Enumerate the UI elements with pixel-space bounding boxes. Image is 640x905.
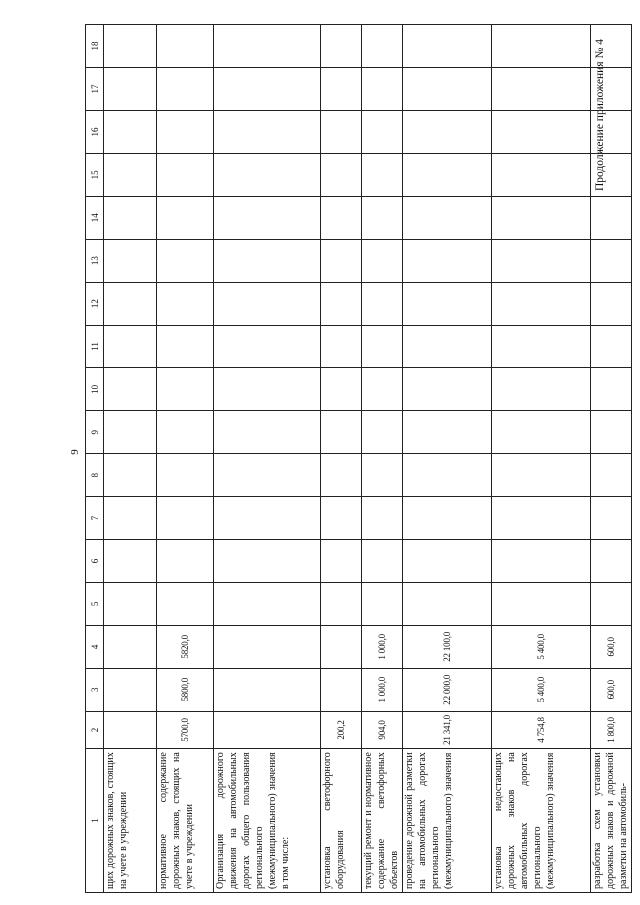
- empty-cell: [104, 411, 157, 454]
- empty-cell: [214, 153, 321, 196]
- empty-cell: [157, 282, 214, 325]
- empty-cell: [362, 68, 403, 111]
- empty-cell: [157, 153, 214, 196]
- empty-cell: [403, 497, 492, 540]
- budget-table: [85, 24, 632, 893]
- empty-cell: [157, 196, 214, 239]
- value-col-2: [214, 711, 321, 749]
- empty-cell: [591, 282, 632, 325]
- row-description: текущий ремонт и нормативное содержание светофорных объектов: [362, 749, 403, 893]
- empty-cell: [362, 282, 403, 325]
- value-col-2: 4 754,8: [492, 711, 591, 749]
- value-col-4: 5 400,0: [492, 625, 591, 668]
- empty-cell: [104, 25, 157, 68]
- empty-cell: [492, 282, 591, 325]
- empty-cell: [321, 25, 362, 68]
- empty-cell: [492, 25, 591, 68]
- empty-cell: [104, 454, 157, 497]
- empty-cell: [321, 153, 362, 196]
- empty-cell: [362, 540, 403, 583]
- empty-cell: [362, 325, 403, 368]
- empty-cell: [492, 540, 591, 583]
- empty-cell: [321, 582, 362, 625]
- table-row: [403, 25, 492, 893]
- empty-cell: [214, 239, 321, 282]
- empty-cell: [214, 282, 321, 325]
- row-description: Организация дорожного движения на автомобильных дорогах общего пользования регионального (межмуниципального) значения в том числе:: [214, 749, 321, 893]
- empty-cell: [591, 540, 632, 583]
- empty-cell: [591, 411, 632, 454]
- row-description: установка светофорного оборудования: [321, 749, 362, 893]
- empty-cell: [362, 497, 403, 540]
- value-col-3: 22 000,0: [403, 668, 492, 711]
- column-header: 2: [86, 711, 104, 749]
- empty-cell: [157, 111, 214, 154]
- table-row: [362, 25, 403, 893]
- empty-cell: [321, 196, 362, 239]
- empty-cell: [321, 497, 362, 540]
- empty-cell: [591, 454, 632, 497]
- column-header: 3: [86, 668, 104, 711]
- empty-cell: [492, 497, 591, 540]
- empty-cell: [591, 25, 632, 68]
- empty-cell: [157, 239, 214, 282]
- empty-cell: [591, 68, 632, 111]
- empty-cell: [362, 454, 403, 497]
- table-row: [492, 25, 591, 893]
- empty-cell: [362, 368, 403, 411]
- empty-cell: [591, 497, 632, 540]
- empty-cell: [403, 368, 492, 411]
- empty-cell: [157, 68, 214, 111]
- empty-cell: [214, 368, 321, 411]
- row-description: установка недостающих дорожных знаков на автомобильных дорогах регионального (межмуниципального) значения: [492, 749, 591, 893]
- column-header: 4: [86, 625, 104, 668]
- empty-cell: [321, 411, 362, 454]
- value-col-4: [104, 625, 157, 668]
- column-header: 8: [86, 454, 104, 497]
- empty-cell: [362, 196, 403, 239]
- empty-cell: [104, 111, 157, 154]
- empty-cell: [591, 196, 632, 239]
- empty-cell: [104, 68, 157, 111]
- empty-cell: [214, 411, 321, 454]
- empty-cell: [591, 368, 632, 411]
- empty-cell: [157, 411, 214, 454]
- empty-cell: [104, 325, 157, 368]
- table-row: [157, 25, 214, 893]
- value-col-4: 1 000,0: [362, 625, 403, 668]
- value-col-4: 5820,0: [157, 625, 214, 668]
- empty-cell: [157, 497, 214, 540]
- empty-cell: [321, 111, 362, 154]
- empty-cell: [492, 454, 591, 497]
- empty-cell: [214, 325, 321, 368]
- column-header: 13: [86, 239, 104, 282]
- empty-cell: [403, 239, 492, 282]
- empty-cell: [403, 25, 492, 68]
- empty-cell: [104, 282, 157, 325]
- empty-cell: [104, 196, 157, 239]
- empty-cell: [403, 454, 492, 497]
- empty-cell: [321, 325, 362, 368]
- empty-cell: [403, 540, 492, 583]
- empty-cell: [591, 153, 632, 196]
- empty-cell: [492, 368, 591, 411]
- rotated-table-container: [85, 24, 630, 893]
- row-description: разработка схем установки дорожных знаков и дорожной разметки на автомобиль-: [591, 749, 632, 893]
- empty-cell: [104, 153, 157, 196]
- empty-cell: [403, 196, 492, 239]
- empty-cell: [403, 325, 492, 368]
- empty-cell: [214, 25, 321, 68]
- empty-cell: [321, 282, 362, 325]
- empty-cell: [157, 325, 214, 368]
- row-description: нормативное содержание дорожных знаков, стоящих на учете в учреждении: [157, 749, 214, 893]
- empty-cell: [492, 196, 591, 239]
- empty-cell: [591, 111, 632, 154]
- value-col-2: 5700,0: [157, 711, 214, 749]
- empty-cell: [321, 454, 362, 497]
- empty-cell: [492, 239, 591, 282]
- empty-cell: [362, 239, 403, 282]
- empty-cell: [492, 153, 591, 196]
- table-row: [321, 25, 362, 893]
- empty-cell: [492, 325, 591, 368]
- column-header: 9: [86, 411, 104, 454]
- empty-cell: [362, 153, 403, 196]
- empty-cell: [362, 111, 403, 154]
- empty-cell: [591, 325, 632, 368]
- table-row: [214, 25, 321, 893]
- empty-cell: [403, 111, 492, 154]
- value-col-3: [214, 668, 321, 711]
- empty-cell: [104, 540, 157, 583]
- header-row: [86, 25, 104, 893]
- column-header: 7: [86, 497, 104, 540]
- empty-cell: [591, 582, 632, 625]
- empty-cell: [492, 411, 591, 454]
- empty-cell: [214, 68, 321, 111]
- empty-cell: [214, 196, 321, 239]
- column-header: 1: [86, 749, 104, 893]
- empty-cell: [104, 239, 157, 282]
- empty-cell: [214, 582, 321, 625]
- value-col-4: 22 100,0: [403, 625, 492, 668]
- empty-cell: [362, 411, 403, 454]
- empty-cell: [403, 68, 492, 111]
- column-header: 16: [86, 111, 104, 154]
- value-col-4: [321, 625, 362, 668]
- column-header: 6: [86, 540, 104, 583]
- column-header: 14: [86, 196, 104, 239]
- empty-cell: [104, 368, 157, 411]
- row-description: проведение дорожной разметки на автомобильных дорогах регионального (межмуниципального) значения: [403, 749, 492, 893]
- column-header: 18: [86, 25, 104, 68]
- row-description: щих дорожных знаков, стоящих на учете в учреждении: [104, 749, 157, 893]
- empty-cell: [157, 25, 214, 68]
- empty-cell: [321, 368, 362, 411]
- value-col-3: 5800,0: [157, 668, 214, 711]
- value-col-4: [214, 625, 321, 668]
- value-col-2: 21 341,0: [403, 711, 492, 749]
- column-header: 11: [86, 325, 104, 368]
- empty-cell: [214, 497, 321, 540]
- empty-cell: [492, 68, 591, 111]
- table-row: [591, 25, 632, 893]
- empty-cell: [362, 25, 403, 68]
- page-number: 9: [69, 449, 81, 455]
- column-header: 15: [86, 153, 104, 196]
- value-col-3: 600,0: [591, 668, 632, 711]
- table-row: [104, 25, 157, 893]
- value-col-2: 904,0: [362, 711, 403, 749]
- empty-cell: [157, 368, 214, 411]
- column-header: 5: [86, 582, 104, 625]
- empty-cell: [362, 582, 403, 625]
- value-col-4: 600,0: [591, 625, 632, 668]
- empty-cell: [157, 454, 214, 497]
- value-col-2: 1 800,0: [591, 711, 632, 749]
- empty-cell: [492, 582, 591, 625]
- empty-cell: [157, 540, 214, 583]
- value-col-3: 1 000,0: [362, 668, 403, 711]
- empty-cell: [403, 282, 492, 325]
- column-header: 17: [86, 68, 104, 111]
- empty-cell: [214, 454, 321, 497]
- empty-cell: [591, 239, 632, 282]
- empty-cell: [321, 239, 362, 282]
- value-col-3: [104, 668, 157, 711]
- value-col-2: [104, 711, 157, 749]
- empty-cell: [214, 111, 321, 154]
- empty-cell: [157, 582, 214, 625]
- empty-cell: [104, 497, 157, 540]
- empty-cell: [321, 68, 362, 111]
- empty-cell: [403, 153, 492, 196]
- empty-cell: [321, 540, 362, 583]
- empty-cell: [492, 111, 591, 154]
- value-col-3: 5 400,0: [492, 668, 591, 711]
- empty-cell: [403, 582, 492, 625]
- empty-cell: [214, 540, 321, 583]
- column-header: 10: [86, 368, 104, 411]
- appendix-label: Продолжение приложения № 4: [594, 38, 606, 192]
- value-col-2: 200,2: [321, 711, 362, 749]
- empty-cell: [403, 411, 492, 454]
- value-col-3: [321, 668, 362, 711]
- column-header: 12: [86, 282, 104, 325]
- empty-cell: [104, 582, 157, 625]
